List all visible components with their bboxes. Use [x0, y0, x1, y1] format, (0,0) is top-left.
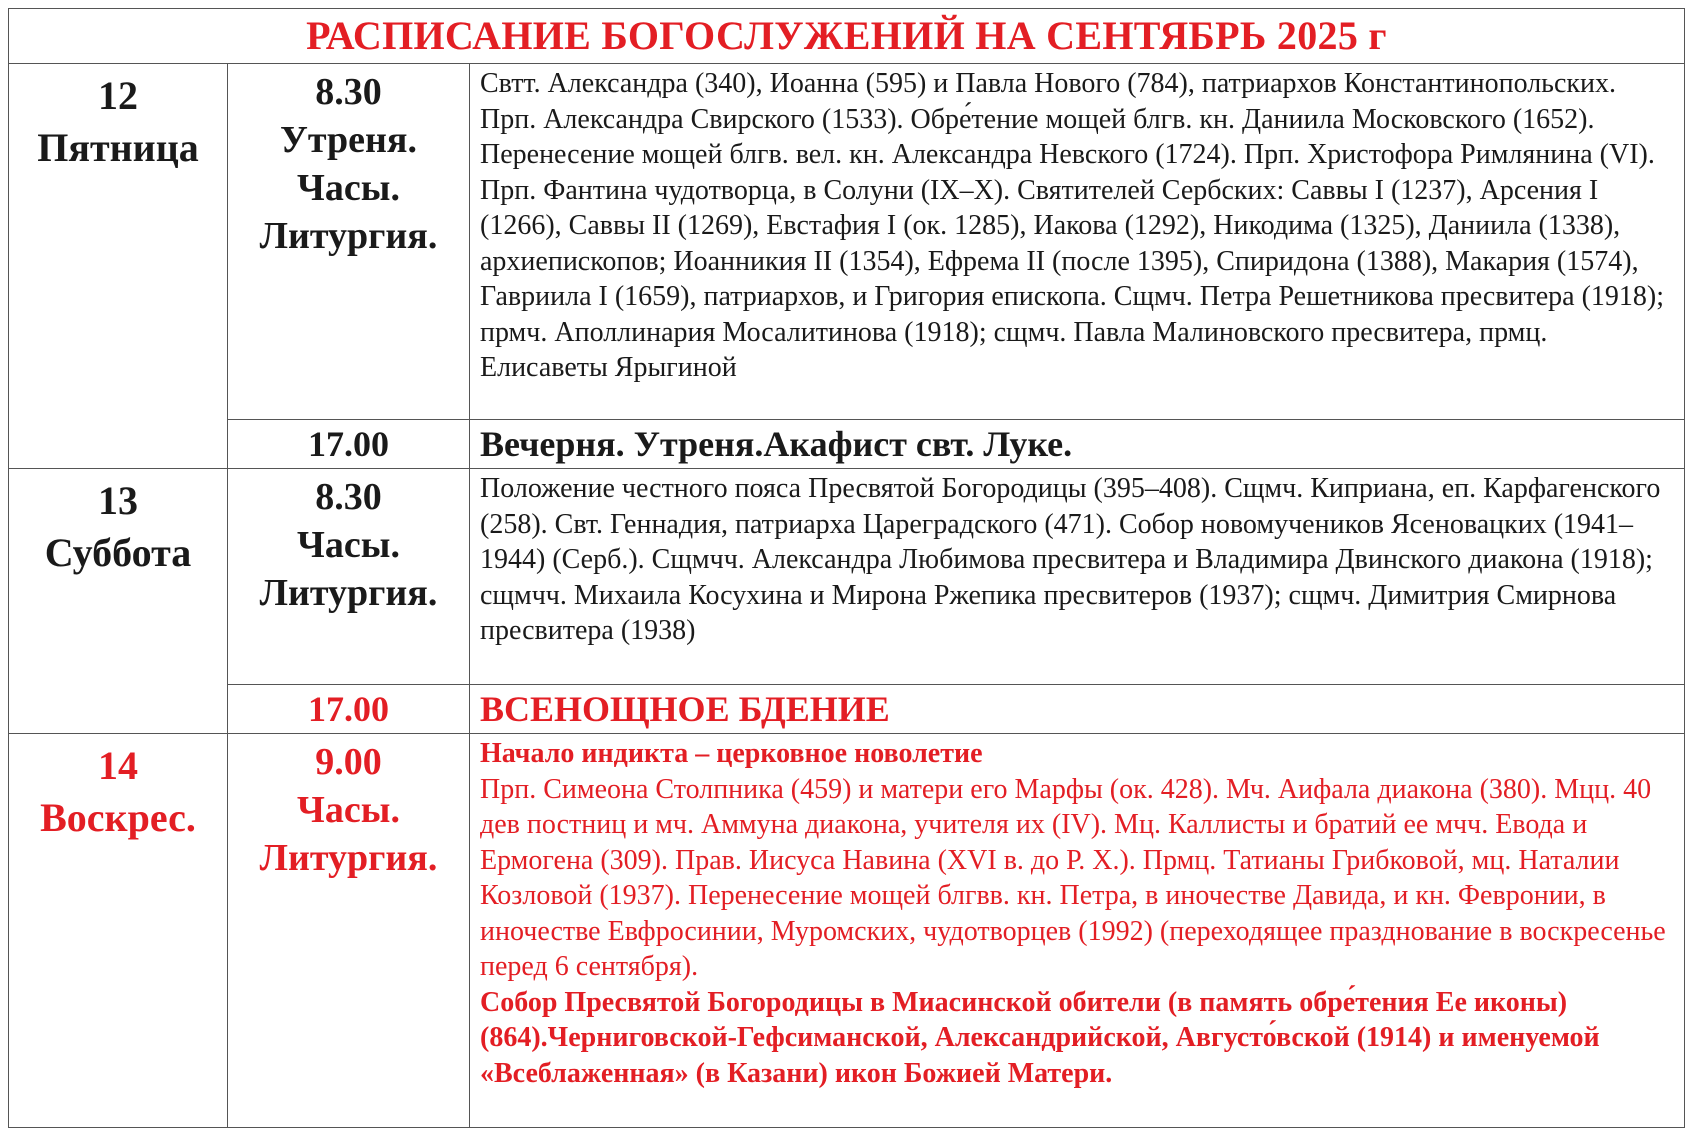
- day-weekday: Воскрес.: [40, 795, 196, 840]
- service-time: 8.30: [315, 71, 382, 113]
- morning-description-13: [470, 469, 1685, 685]
- feast-heading: Начало индикта – церковное новолетие: [480, 738, 983, 769]
- day-weekday: Пятница: [37, 125, 199, 170]
- morning-description-14: [470, 734, 1685, 1128]
- day-number: 12: [98, 73, 138, 118]
- morning-time-cell-14: [228, 734, 470, 1128]
- title-row: [9, 9, 1685, 64]
- service-name: Утреня.: [280, 119, 417, 161]
- service-time: 8.30: [315, 476, 382, 518]
- day-weekday: Суббота: [44, 530, 192, 575]
- morning-time-cell-12: [228, 64, 470, 420]
- saints-commemoration: Свтт. Александра (340), Иоанна (595) и Павла Нового (784), патриархов Константинопольских. Прп. Александра Свирского (1533). Обре́тение мощей блгв. кн. Даниила Московского (1652). Перенесение мощей блгв. вел. кн. Александра Невского (1724). Прп. Христофора Римлянина (VI). Прп. Фантина чудотворца, в Солуни (IX–X). Святителей Сербских: Саввы I (1237), Арсения I (1266), Саввы II (1269), Евстафия I (ок. 1285), Иакова (1292), Никодима (1325), Даниила (1338), архиепископов; Иоанникия II (1354), Ефрема II (после 1395), Спиридона (1388), Макария (1574), Гавриила I (1659), патриархов, и Григория епископа. Сщмч. Петра Решетникова пресвитера (1918); прмч. Аполлинария Мосалитинова (1918); сщмч. Павла Малиновского пресвитера, прмц. Елисаветы Ярыгиной: [480, 68, 1665, 383]
- day-row-12-evening: [9, 420, 1685, 469]
- day-row-12-morning: [9, 64, 1685, 420]
- day-number: 14: [98, 743, 138, 788]
- service-name: Часы.: [297, 789, 400, 831]
- day-cell-13: [9, 469, 228, 734]
- evening-description-13: ВСЕНОЩНОЕ БДЕНИЕ: [470, 685, 1685, 734]
- day-number: 13: [98, 478, 138, 523]
- evening-time-12: 17.00: [228, 420, 470, 469]
- service-name: Литургия.: [259, 572, 438, 614]
- service-time: 9.00: [315, 741, 382, 783]
- morning-time-cell-13: [228, 469, 470, 685]
- service-name: Часы.: [297, 167, 400, 209]
- icon-commemoration: Собор Пресвятой Богородицы в Миасинской обители (в память обре́тения Ее иконы) (864).Черниговской-Гефсиманской, Александрийской, Августо́вской (1914) и именуемой «Всеблаженная» (в Казани) икон Божией Матери.: [480, 986, 1600, 1089]
- page-title: РАСПИСАНИЕ БОГОСЛУЖЕНИЙ НА СЕНТЯБРЬ 2025 г: [9, 9, 1685, 64]
- day-cell-14: [9, 734, 228, 1128]
- service-name: Литургия.: [259, 837, 438, 879]
- day-row-13-evening: [9, 685, 1685, 734]
- schedule-table: [8, 8, 1685, 1128]
- day-cell-12: [9, 64, 228, 469]
- evening-time-13: 17.00: [228, 685, 470, 734]
- saints-commemoration: Положение честного пояса Пресвятой Богородицы (395–408). Сщмч. Киприана, еп. Карфагенского (258). Свт. Геннадия, патриарха Цареградского (471). Собор новомучеников Ясеновацких (1941–1944) (Серб.). Сщмчч. Александра Любимова пресвитера и Владимира Двинского диакона (1918); сщмчч. Михаила Косухина и Мирона Ржепика пресвитеров (1937); сщмч. Димитрия Смирнова пресвитера (1938): [480, 473, 1661, 646]
- day-row-14-morning: [9, 734, 1685, 1128]
- schedule-page: [8, 8, 1684, 1128]
- saints-commemoration: Прп. Симеона Столпника (459) и матери его Марфы (ок. 428). Мч. Аифала диакона (380). Мцц. 40 дев постниц и мч. Аммуна диакона, учителя их (IV). Мц. Каллисты и братий ее мчч. Евода и Ермогена (309). Прав. Иисуса Навина (XVI в. до Р. Х.). Прмц. Татианы Грибковой, мц. Наталии Козловой (1937). Перенесение мощей блгвв. кн. Петра, в иночестве Давида, и кн. Февронии, в иночестве Евфросинии, Муромских, чудотворцев (1992) (переходящее празднование в воскресенье перед 6 сентября).: [480, 773, 1666, 982]
- day-row-13-morning: [9, 469, 1685, 685]
- evening-description-12: Вечерня. Утреня.Акафист свт. Луке.: [470, 420, 1685, 469]
- morning-description-12: [470, 64, 1685, 420]
- service-name: Литургия.: [259, 215, 438, 257]
- service-name: Часы.: [297, 524, 400, 566]
